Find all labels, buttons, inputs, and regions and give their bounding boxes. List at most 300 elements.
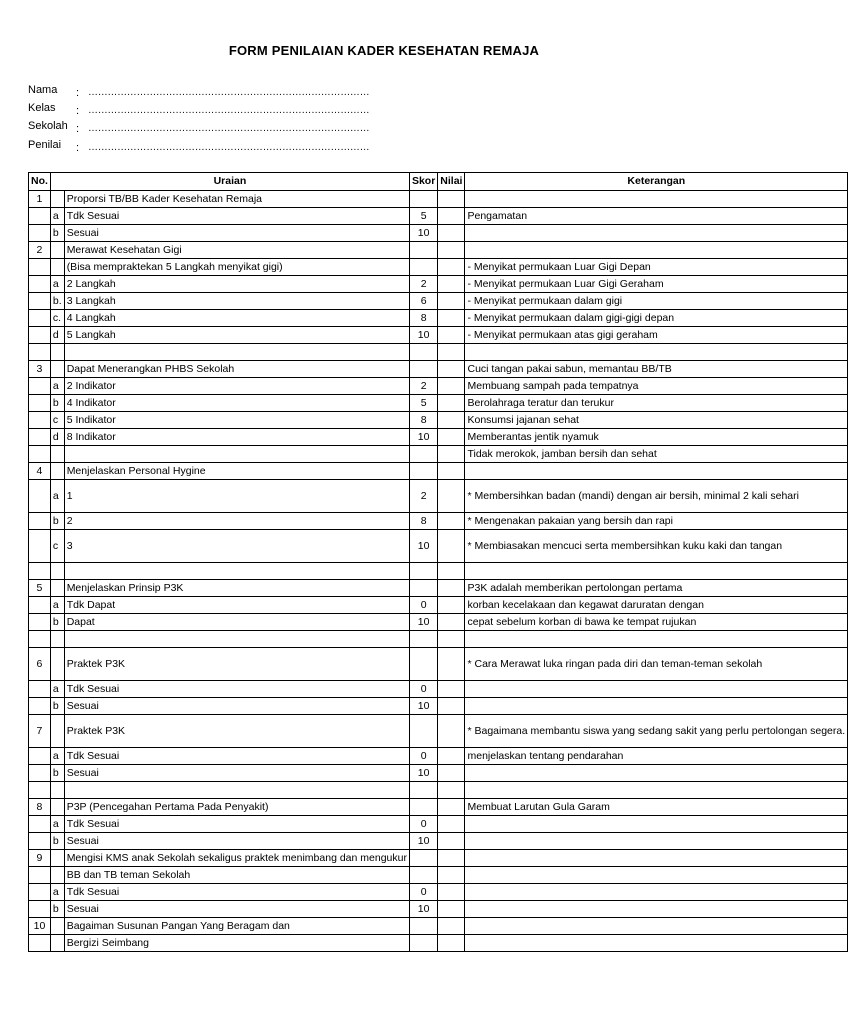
row-keterangan xyxy=(465,918,848,935)
row-nilai-cell[interactable] xyxy=(438,327,465,344)
row-description: Sesuai xyxy=(64,698,409,715)
row-number xyxy=(29,480,51,513)
row-keterangan xyxy=(465,884,848,901)
table-row xyxy=(29,530,848,563)
row-number xyxy=(29,563,51,580)
row-number xyxy=(29,833,51,850)
row-sub-letter: a xyxy=(50,208,64,225)
row-keterangan: * Membersihkan badan (mandi) dengan air bersih, minimal 2 kali sehari xyxy=(465,480,848,513)
row-score xyxy=(409,563,437,580)
table-row xyxy=(29,191,848,208)
row-sub-letter: a xyxy=(50,480,64,513)
row-description xyxy=(64,344,409,361)
header-nilai: Nilai xyxy=(438,173,465,191)
row-nilai-cell[interactable] xyxy=(438,361,465,378)
row-number: 8 xyxy=(29,799,51,816)
row-keterangan: Memberantas jentik nyamuk xyxy=(465,429,848,446)
row-score xyxy=(409,867,437,884)
table-row xyxy=(29,513,848,530)
row-keterangan: - Menyikat permukaan atas gigi geraham xyxy=(465,327,848,344)
row-sub-letter: a xyxy=(50,748,64,765)
row-sub-letter: b xyxy=(50,765,64,782)
table-row xyxy=(29,799,848,816)
row-keterangan xyxy=(465,850,848,867)
row-sub-letter xyxy=(50,918,64,935)
field-penilai[interactable] xyxy=(28,139,428,153)
header-keterangan: Keterangan xyxy=(465,173,848,191)
header-no: No. xyxy=(29,173,51,191)
row-number xyxy=(29,816,51,833)
row-description xyxy=(64,631,409,648)
row-number: 4 xyxy=(29,463,51,480)
row-score xyxy=(409,191,437,208)
row-description: 4 Indikator xyxy=(64,395,409,412)
row-score xyxy=(409,344,437,361)
row-score: 10 xyxy=(409,327,437,344)
row-description: Tdk Sesuai xyxy=(64,681,409,698)
row-number xyxy=(29,782,51,799)
row-score xyxy=(409,782,437,799)
field-colon: : xyxy=(76,105,80,117)
row-score: 10 xyxy=(409,530,437,563)
row-sub-letter: b xyxy=(50,225,64,242)
row-description xyxy=(64,563,409,580)
row-keterangan xyxy=(465,901,848,918)
row-sub-letter: c xyxy=(50,412,64,429)
row-score xyxy=(409,242,437,259)
row-number xyxy=(29,446,51,463)
row-sub-letter: c xyxy=(50,530,64,563)
row-keterangan xyxy=(465,225,848,242)
row-number: 5 xyxy=(29,580,51,597)
row-keterangan xyxy=(465,631,848,648)
row-nilai-cell[interactable] xyxy=(438,901,465,918)
row-score: 10 xyxy=(409,225,437,242)
header-skor: Skor xyxy=(409,173,437,191)
row-keterangan: P3K adalah memberikan pertolongan pertama xyxy=(465,580,848,597)
row-keterangan: Konsumsi jajanan sehat xyxy=(465,412,848,429)
table-row xyxy=(29,395,848,412)
table-row xyxy=(29,816,848,833)
row-score: 0 xyxy=(409,884,437,901)
field-colon: : xyxy=(76,123,80,135)
row-number xyxy=(29,597,51,614)
row-description: Dapat Menerangkan PHBS Sekolah xyxy=(64,361,409,378)
row-description: 2 Indikator xyxy=(64,378,409,395)
field-nama[interactable] xyxy=(28,84,428,98)
row-nilai-cell[interactable] xyxy=(438,816,465,833)
row-description: 2 Langkah xyxy=(64,276,409,293)
row-nilai-cell[interactable] xyxy=(438,563,465,580)
table-row xyxy=(29,715,848,748)
table-row xyxy=(29,293,848,310)
row-score xyxy=(409,446,437,463)
header-uraian: Uraian xyxy=(50,173,409,191)
row-score: 6 xyxy=(409,293,437,310)
row-sub-letter: b xyxy=(50,513,64,530)
row-score: 8 xyxy=(409,513,437,530)
row-sub-letter: d xyxy=(50,429,64,446)
row-nilai-cell[interactable] xyxy=(438,614,465,631)
row-score: 10 xyxy=(409,765,437,782)
table-row xyxy=(29,480,848,513)
row-description: Mengisi KMS anak Sekolah sekaligus praktek menimbang dan mengukur xyxy=(64,850,409,867)
row-nilai-cell[interactable] xyxy=(438,191,465,208)
row-nilai-cell[interactable] xyxy=(438,884,465,901)
table-row xyxy=(29,412,848,429)
row-score: 2 xyxy=(409,378,437,395)
table-row xyxy=(29,681,848,698)
row-number xyxy=(29,748,51,765)
row-sub-letter: a xyxy=(50,597,64,614)
table-row xyxy=(29,463,848,480)
row-keterangan: Cuci tangan pakai sabun, memantau BB/TB xyxy=(465,361,848,378)
row-sub-letter: b xyxy=(50,395,64,412)
row-nilai-cell[interactable] xyxy=(438,344,465,361)
row-description: 5 Indikator xyxy=(64,412,409,429)
row-nilai-cell[interactable] xyxy=(438,631,465,648)
row-keterangan: Berolahraga teratur dan terukur xyxy=(465,395,848,412)
row-number: 3 xyxy=(29,361,51,378)
row-number xyxy=(29,530,51,563)
field-kelas[interactable] xyxy=(28,102,428,116)
table-row xyxy=(29,327,848,344)
row-number xyxy=(29,631,51,648)
row-score xyxy=(409,580,437,597)
row-description: P3P (Pencegahan Pertama Pada Penyakit) xyxy=(64,799,409,816)
row-keterangan: - Menyikat permukaan dalam gigi-gigi depan xyxy=(465,310,848,327)
row-description: 3 xyxy=(64,530,409,563)
row-description: (Bisa mempraktekan 5 Langkah menyikat gigi) xyxy=(64,259,409,276)
field-label: Penilai xyxy=(28,139,62,151)
row-keterangan: - Menyikat permukaan Luar Gigi Depan xyxy=(465,259,848,276)
row-sub-letter xyxy=(50,799,64,816)
row-sub-letter xyxy=(50,580,64,597)
row-keterangan xyxy=(465,242,848,259)
row-number xyxy=(29,935,51,952)
row-number xyxy=(29,378,51,395)
row-keterangan: Pengamatan xyxy=(465,208,848,225)
field-dotted-line[interactable]: …………………………………………………………………………… xyxy=(88,87,370,98)
table-row xyxy=(29,597,848,614)
table-row xyxy=(29,429,848,446)
row-number xyxy=(29,513,51,530)
row-description: 8 Indikator xyxy=(64,429,409,446)
row-number xyxy=(29,681,51,698)
row-score: 0 xyxy=(409,597,437,614)
row-description: BB dan TB teman Sekolah xyxy=(64,867,409,884)
row-description: 5 Langkah xyxy=(64,327,409,344)
row-keterangan xyxy=(465,681,848,698)
row-score xyxy=(409,799,437,816)
row-number xyxy=(29,293,51,310)
row-sub-letter xyxy=(50,463,64,480)
row-nilai-cell[interactable] xyxy=(438,748,465,765)
row-score: 2 xyxy=(409,480,437,513)
row-nilai-cell[interactable] xyxy=(438,698,465,715)
table-row xyxy=(29,208,848,225)
row-nilai-cell[interactable] xyxy=(438,293,465,310)
row-description xyxy=(64,446,409,463)
row-description: Tdk Dapat xyxy=(64,597,409,614)
row-number xyxy=(29,344,51,361)
table-row xyxy=(29,378,848,395)
row-keterangan xyxy=(465,935,848,952)
row-number xyxy=(29,310,51,327)
row-nilai-cell[interactable] xyxy=(438,918,465,935)
row-score xyxy=(409,259,437,276)
row-score xyxy=(409,935,437,952)
row-score: 0 xyxy=(409,681,437,698)
row-number xyxy=(29,276,51,293)
row-nilai-cell[interactable] xyxy=(438,378,465,395)
row-number xyxy=(29,412,51,429)
row-description: 2 xyxy=(64,513,409,530)
row-description: Menjelaskan Personal Hygine xyxy=(64,463,409,480)
row-sub-letter xyxy=(50,715,64,748)
row-number: 1 xyxy=(29,191,51,208)
row-sub-letter: a xyxy=(50,276,64,293)
row-description: Menjelaskan Prinsip P3K xyxy=(64,580,409,597)
row-keterangan xyxy=(465,782,848,799)
form-title: FORM PENILAIAN KADER KESEHATAN REMAJA xyxy=(228,43,540,58)
row-sub-letter xyxy=(50,850,64,867)
table-row xyxy=(29,614,848,631)
table-row xyxy=(29,446,848,463)
row-nilai-cell[interactable] xyxy=(438,580,465,597)
row-score xyxy=(409,850,437,867)
row-description: Dapat xyxy=(64,614,409,631)
field-colon: : xyxy=(76,142,80,154)
row-nilai-cell[interactable] xyxy=(438,513,465,530)
row-description: Sesuai xyxy=(64,901,409,918)
row-keterangan xyxy=(465,191,848,208)
row-score xyxy=(409,648,437,681)
row-number xyxy=(29,867,51,884)
row-number xyxy=(29,327,51,344)
row-number: 2 xyxy=(29,242,51,259)
row-keterangan: * Cara Merawat luka ringan pada diri dan teman-teman sekolah xyxy=(465,648,848,681)
row-keterangan: * Bagaimana membantu siswa yang sedang sakit yang perlu pertolongan segera. xyxy=(465,715,848,748)
row-keterangan xyxy=(465,765,848,782)
row-description: 4 Langkah xyxy=(64,310,409,327)
row-nilai-cell[interactable] xyxy=(438,412,465,429)
row-score: 10 xyxy=(409,833,437,850)
row-description xyxy=(64,782,409,799)
row-nilai-cell[interactable] xyxy=(438,867,465,884)
field-dotted-line[interactable]: …………………………………………………………………………… xyxy=(88,142,370,153)
row-keterangan: - Menyikat permukaan dalam gigi xyxy=(465,293,848,310)
row-keterangan xyxy=(465,833,848,850)
row-description: Sesuai xyxy=(64,225,409,242)
row-nilai-cell[interactable] xyxy=(438,799,465,816)
row-keterangan xyxy=(465,867,848,884)
table-row xyxy=(29,884,848,901)
field-dotted-line[interactable]: …………………………………………………………………………… xyxy=(88,123,370,134)
table-header-row xyxy=(29,173,848,191)
table-row xyxy=(29,310,848,327)
row-nilai-cell[interactable] xyxy=(438,395,465,412)
row-number: 7 xyxy=(29,715,51,748)
row-sub-letter: b xyxy=(50,833,64,850)
table-row xyxy=(29,361,848,378)
row-keterangan: menjelaskan tentang pendarahan xyxy=(465,748,848,765)
row-sub-letter xyxy=(50,782,64,799)
row-description: Sesuai xyxy=(64,833,409,850)
row-nilai-cell[interactable] xyxy=(438,782,465,799)
row-sub-letter: a xyxy=(50,378,64,395)
table-row xyxy=(29,580,848,597)
row-keterangan: * Membiasakan mencuci serta membersihkan kuku kaki dan tangan xyxy=(465,530,848,563)
row-nilai-cell[interactable] xyxy=(438,276,465,293)
row-nilai-cell[interactable] xyxy=(438,681,465,698)
row-nilai-cell[interactable] xyxy=(438,530,465,563)
row-sub-letter: d xyxy=(50,327,64,344)
row-sub-letter xyxy=(50,867,64,884)
row-description: Praktek P3K xyxy=(64,715,409,748)
row-nilai-cell[interactable] xyxy=(438,310,465,327)
table-row xyxy=(29,259,848,276)
row-number xyxy=(29,395,51,412)
row-score: 10 xyxy=(409,429,437,446)
row-nilai-cell[interactable] xyxy=(438,259,465,276)
row-keterangan: Membuang sampah pada tempatnya xyxy=(465,378,848,395)
table-row xyxy=(29,563,848,580)
row-keterangan xyxy=(465,698,848,715)
row-nilai-cell[interactable] xyxy=(438,648,465,681)
row-keterangan: Tidak merokok, jamban bersih dan sehat xyxy=(465,446,848,463)
row-score: 8 xyxy=(409,412,437,429)
row-score: 0 xyxy=(409,816,437,833)
row-score: 2 xyxy=(409,276,437,293)
row-nilai-cell[interactable] xyxy=(438,935,465,952)
field-colon: : xyxy=(76,87,80,99)
row-nilai-cell[interactable] xyxy=(438,715,465,748)
row-nilai-cell[interactable] xyxy=(438,208,465,225)
row-sub-letter xyxy=(50,563,64,580)
row-sub-letter xyxy=(50,191,64,208)
row-sub-letter: b xyxy=(50,901,64,918)
field-label: Nama xyxy=(28,84,58,96)
row-nilai-cell[interactable] xyxy=(438,850,465,867)
row-description: Praktek P3K xyxy=(64,648,409,681)
row-number xyxy=(29,429,51,446)
row-sub-letter xyxy=(50,648,64,681)
row-sub-letter xyxy=(50,242,64,259)
row-sub-letter xyxy=(50,631,64,648)
row-score xyxy=(409,918,437,935)
row-keterangan: Membuat Larutan Gula Garam xyxy=(465,799,848,816)
row-nilai-cell[interactable] xyxy=(438,833,465,850)
row-keterangan xyxy=(465,463,848,480)
row-sub-letter xyxy=(50,446,64,463)
row-description: Bergizi Seimbang xyxy=(64,935,409,952)
row-sub-letter: a xyxy=(50,884,64,901)
row-description: Proporsi TB/BB Kader Kesehatan Remaja xyxy=(64,191,409,208)
row-score: 5 xyxy=(409,208,437,225)
row-description: Tdk Sesuai xyxy=(64,208,409,225)
row-sub-letter: b. xyxy=(50,293,64,310)
row-sub-letter: c. xyxy=(50,310,64,327)
row-sub-letter: b xyxy=(50,698,64,715)
row-sub-letter: a xyxy=(50,681,64,698)
table-row xyxy=(29,935,848,952)
row-keterangan xyxy=(465,563,848,580)
row-description: Sesuai xyxy=(64,765,409,782)
row-sub-letter xyxy=(50,259,64,276)
field-sekolah[interactable] xyxy=(28,120,428,134)
row-score: 10 xyxy=(409,698,437,715)
table-row xyxy=(29,833,848,850)
row-number xyxy=(29,208,51,225)
row-nilai-cell[interactable] xyxy=(438,242,465,259)
field-dotted-line[interactable]: …………………………………………………………………………… xyxy=(88,105,370,116)
row-number xyxy=(29,614,51,631)
row-sub-letter: b xyxy=(50,614,64,631)
row-description: 1 xyxy=(64,480,409,513)
row-sub-letter xyxy=(50,935,64,952)
row-keterangan xyxy=(465,816,848,833)
row-number: 6 xyxy=(29,648,51,681)
table-row xyxy=(29,748,848,765)
row-keterangan: cepat sebelum korban di bawa ke tempat rujukan xyxy=(465,614,848,631)
table-row xyxy=(29,344,848,361)
row-sub-letter: a xyxy=(50,816,64,833)
row-score: 10 xyxy=(409,614,437,631)
row-nilai-cell[interactable] xyxy=(438,446,465,463)
row-number: 9 xyxy=(29,850,51,867)
row-number xyxy=(29,259,51,276)
row-nilai-cell[interactable] xyxy=(438,480,465,513)
row-nilai-cell[interactable] xyxy=(438,597,465,614)
table-row xyxy=(29,698,848,715)
row-description: 3 Langkah xyxy=(64,293,409,310)
table-row xyxy=(29,242,848,259)
assessment-table xyxy=(28,172,848,952)
table-row xyxy=(29,631,848,648)
row-keterangan xyxy=(465,344,848,361)
row-description: Merawat Kesehatan Gigi xyxy=(64,242,409,259)
table-row xyxy=(29,782,848,799)
table-row xyxy=(29,850,848,867)
row-score: 5 xyxy=(409,395,437,412)
table-row xyxy=(29,765,848,782)
table-row xyxy=(29,867,848,884)
row-description: Bagaiman Susunan Pangan Yang Beragam dan xyxy=(64,918,409,935)
row-score: 10 xyxy=(409,901,437,918)
row-nilai-cell[interactable] xyxy=(438,463,465,480)
row-number xyxy=(29,901,51,918)
table-row xyxy=(29,918,848,935)
table-row xyxy=(29,276,848,293)
row-nilai-cell[interactable] xyxy=(438,765,465,782)
row-description: Tdk Sesuai xyxy=(64,884,409,901)
row-nilai-cell[interactable] xyxy=(438,429,465,446)
row-nilai-cell[interactable] xyxy=(438,225,465,242)
field-label: Sekolah xyxy=(28,120,68,132)
row-number xyxy=(29,225,51,242)
row-number: 10 xyxy=(29,918,51,935)
row-keterangan: korban kecelakaan dan kegawat daruratan dengan xyxy=(465,597,848,614)
table-row xyxy=(29,901,848,918)
row-sub-letter xyxy=(50,344,64,361)
row-score xyxy=(409,361,437,378)
row-score: 0 xyxy=(409,748,437,765)
row-score xyxy=(409,715,437,748)
field-label: Kelas xyxy=(28,102,56,114)
row-score xyxy=(409,631,437,648)
table-row xyxy=(29,648,848,681)
